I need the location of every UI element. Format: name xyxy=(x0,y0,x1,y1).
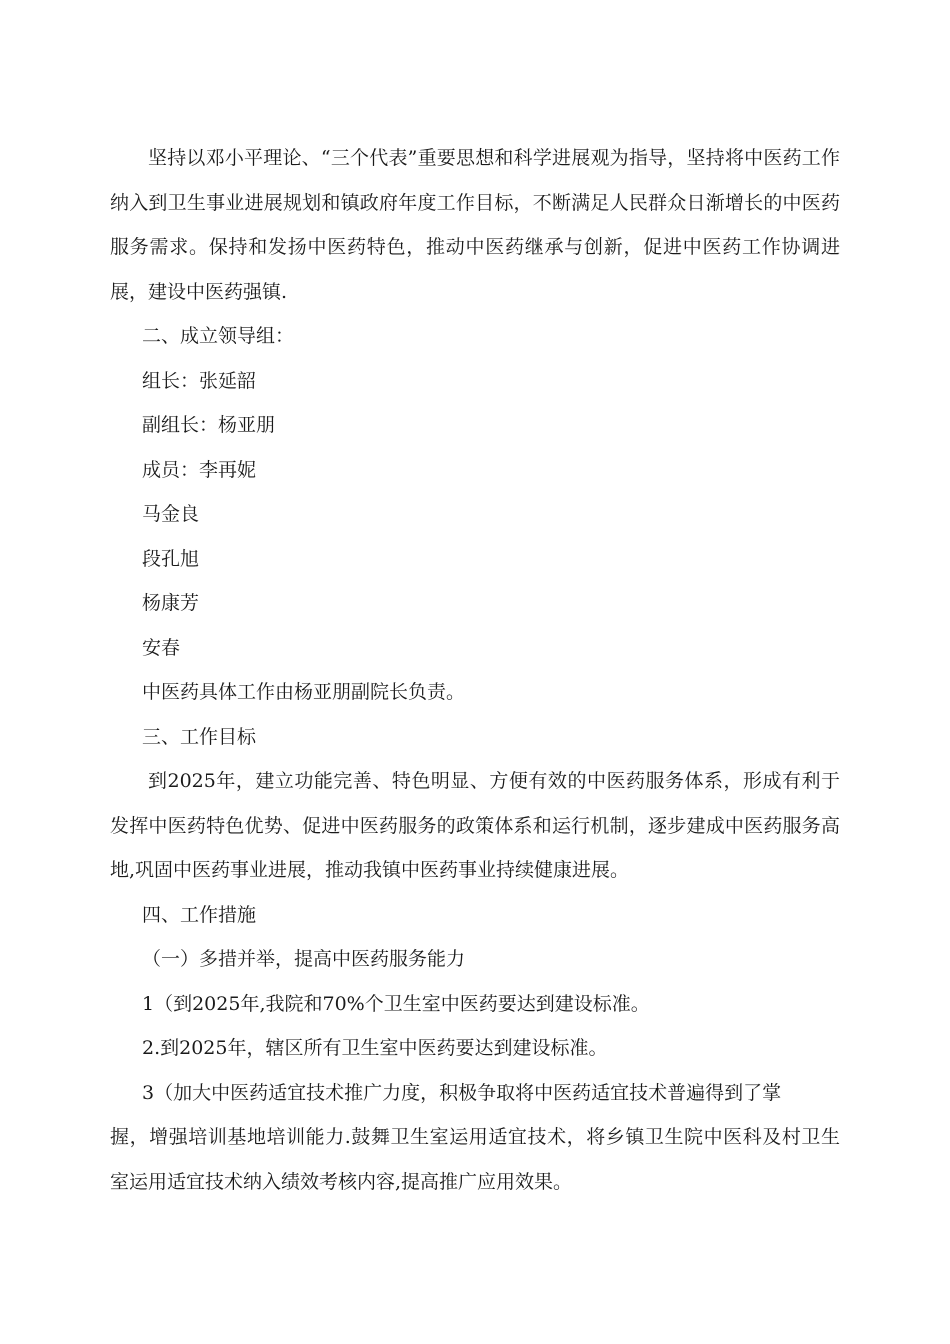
measures-heading: 四、工作措施 xyxy=(142,903,257,926)
document-body xyxy=(110,136,840,1204)
goals-heading: 三、工作目标 xyxy=(142,725,257,748)
responsibility-line: 中医药具体工作由杨亚朋副院长负责。 xyxy=(142,681,466,703)
guiding-paragraph: 坚持以邓小平理论、“三个代表”重要思想和科学进展观为指导，坚持将中医药工作纳入到卫生事业进展规划和镇政府年度工作目标，不断满足人民群众日渐增长的中医药服务需求。保持和发扬中医药特色，推动中医药继承与创新，促进中医药工作协调进展，建设中医药强镇. xyxy=(110,147,840,303)
goals-paragraph: 到2025年，建立功能完善、特色明显、方便有效的中医药服务体系，形成有利于发挥中医药特色优势、促进中医药服务的政策体系和运行机制，逐步建成中医药服务高地,巩固中医药事业进展，推动我镇中医药事业持续健康进展。 xyxy=(110,770,840,881)
member-item: 马金良 xyxy=(142,503,200,525)
leadership-heading: 二、成立领导组： xyxy=(142,325,295,347)
member-item: 安春 xyxy=(142,636,181,659)
members-line: 成员：李再妮 xyxy=(142,458,257,481)
measure-item-2: 2.到2025年，辖区所有卫生室中医药要达到建设标准。 xyxy=(142,1037,608,1059)
measure-item-3-line-1: 3（加大中医药适宜技术推广力度，积极争取将中医药适宜技术普遍得到了掌 xyxy=(142,1081,782,1104)
measure-item-3-line-2: 握，增强培训基地培训能力.鼓舞卫生室运用适宜技术，将乡镇卫生院中医科及村卫生 xyxy=(110,1126,840,1148)
member-item: 段孔旭 xyxy=(142,547,200,570)
leader-line: 组长：张延韶 xyxy=(142,369,257,392)
deputy-leader-line: 副组长：杨亚朋 xyxy=(142,414,276,436)
measure-item-3 xyxy=(110,1071,840,1205)
measure-item-1: 1（到2025年,我院和70%个卫生室中医药要达到建设标准。 xyxy=(142,992,650,1015)
measures-subheading: （一）多措并举，提高中医药服务能力 xyxy=(142,948,466,970)
member-item: 杨康芳 xyxy=(142,592,200,614)
measure-item-3-line-3: 室运用适宜技术纳入绩效考核内容,提高推广应用效果。 xyxy=(110,1170,573,1193)
